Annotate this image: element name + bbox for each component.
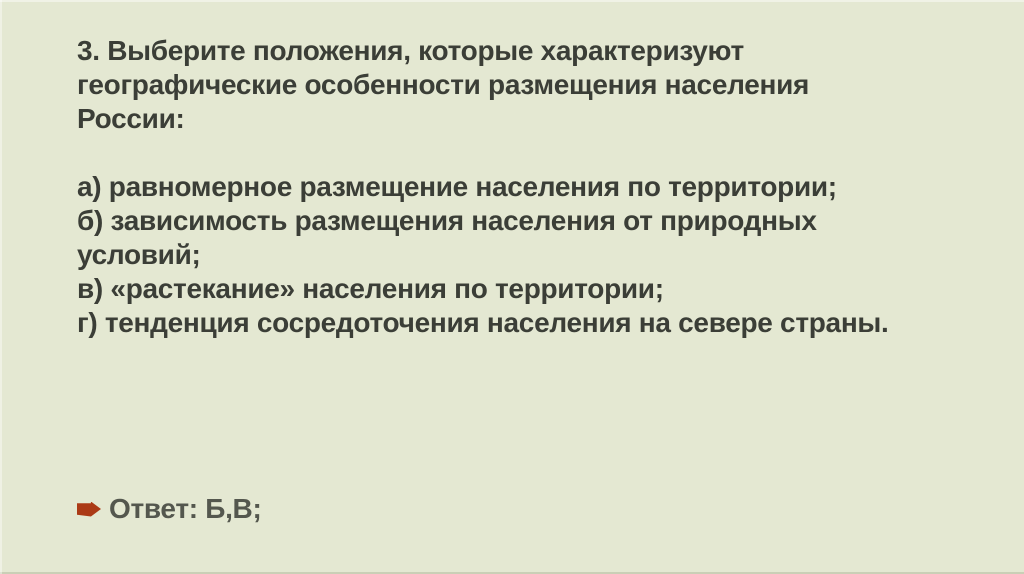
blank-line xyxy=(77,136,987,170)
option-line-b: б) зависимость размещения населения от природных xyxy=(77,205,817,236)
option-line-a: а) равномерное размещение населения по территории; xyxy=(77,171,837,202)
right-arrow-icon xyxy=(77,502,101,517)
option-line-b-wrap: условий; xyxy=(77,239,201,270)
question-title-line: 3. Выберите положения, которые характеризуют xyxy=(77,35,744,66)
answer-text: Ответ: Б,В; xyxy=(109,493,262,524)
option-line-v: в) «растекание» населения по территории; xyxy=(77,273,664,304)
answer-row xyxy=(77,492,262,526)
option-line-g: г) тенденция сосредоточения населения на севере страны. xyxy=(77,307,889,338)
question-title-line: географические особенности размещения населения xyxy=(77,69,810,100)
question-title-line: России: xyxy=(77,103,185,134)
question-text-block xyxy=(77,34,987,340)
